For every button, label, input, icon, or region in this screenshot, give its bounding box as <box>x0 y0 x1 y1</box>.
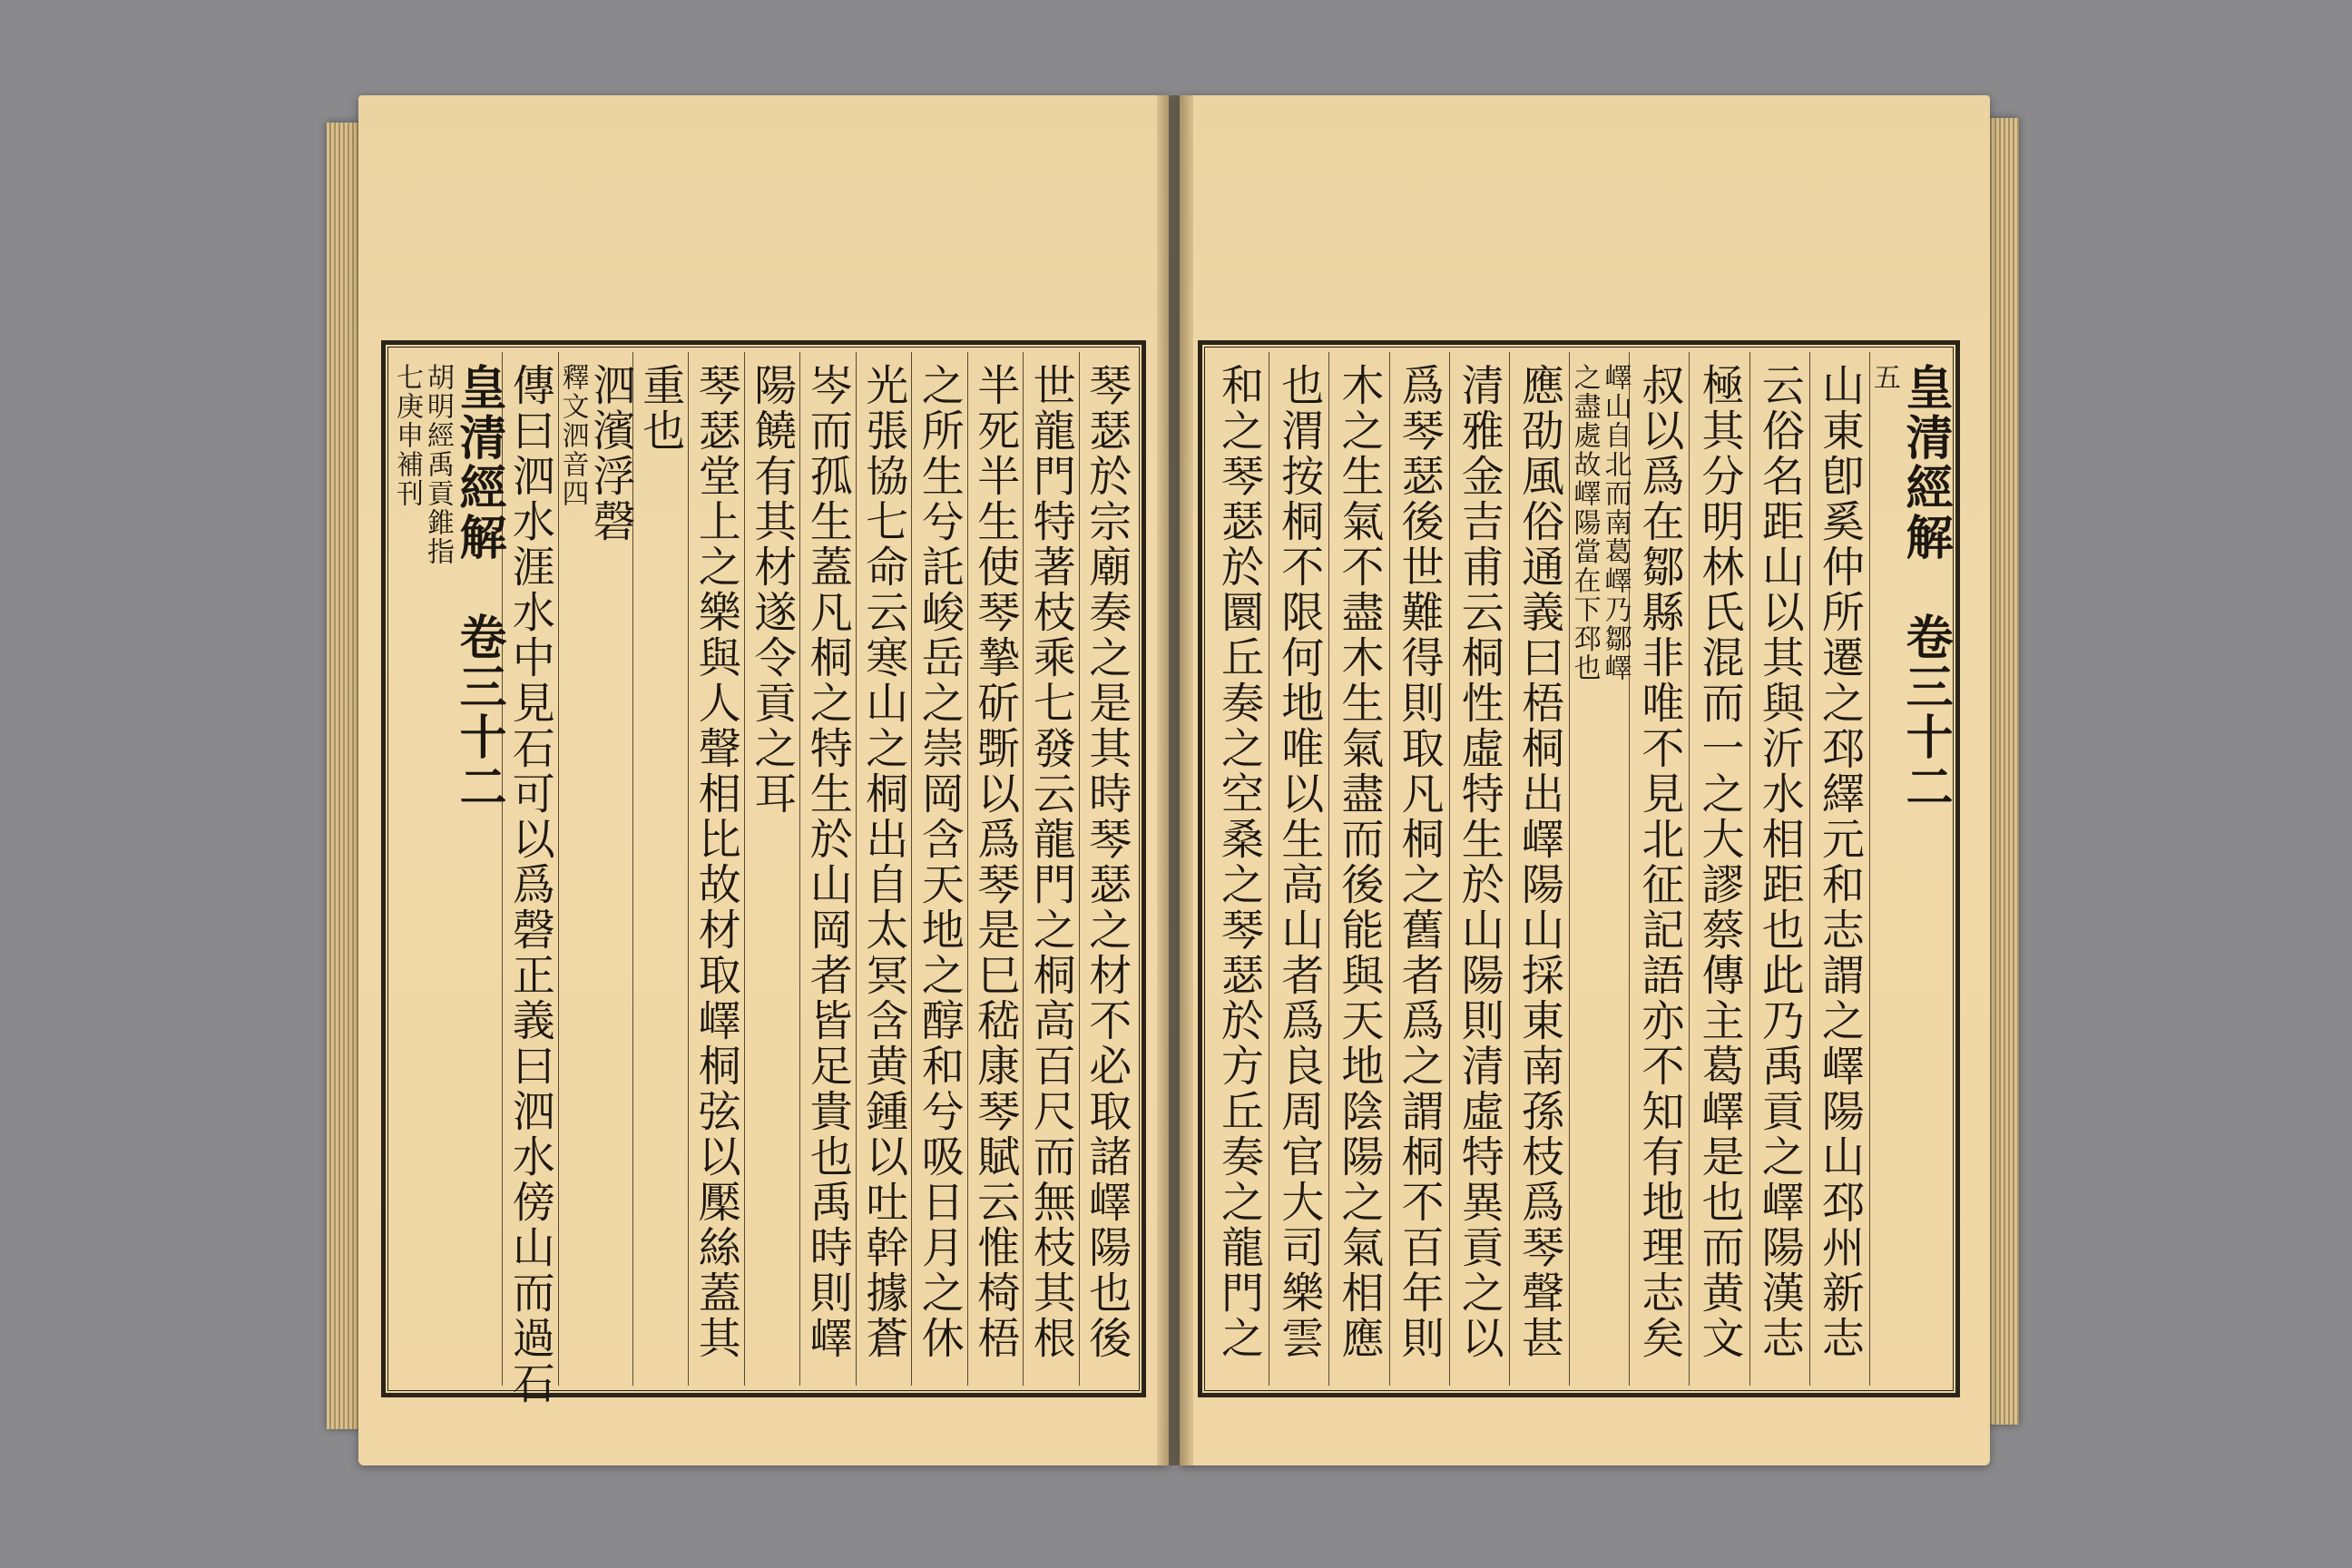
text-column <box>856 352 912 1386</box>
text-column <box>632 352 689 1386</box>
text-column <box>1629 352 1689 1386</box>
text-column <box>1023 352 1079 1386</box>
column-text: 岑而孤生蓋凡桐之特生於山岡者皆足貴也禹時則嶧 <box>802 363 853 1361</box>
commentary-note <box>1568 352 1632 1386</box>
text-column <box>1568 352 1632 1386</box>
column-text: 琴瑟於宗廟奏之是其時琴瑟之材不必取諸嶧陽也後 <box>1082 363 1132 1361</box>
right-columns <box>1210 352 1953 1386</box>
text-column <box>1328 352 1388 1386</box>
column-text: 極其分明林氏混而一之大謬蔡傳主葛嶧是也而黄文 <box>1694 363 1745 1361</box>
column-text: 木之生氣不盡木生氣盡而後能與天地陰陽之氣相應 <box>1334 363 1385 1361</box>
fold-title-text: 皇清經解 卷三十二 <box>451 363 506 812</box>
text-column <box>556 352 636 1386</box>
note-line: 嶧山自北而南葛嶧乃鄒嶧 <box>1599 363 1632 682</box>
column-text: 也渭按桐不限何地唯以生高山者爲良周官大司樂雲 <box>1274 363 1325 1361</box>
fold-title-column <box>391 352 506 1386</box>
column-text: 山東卽奚仲所遷之邳繹元和志謂之嶧陽山邳州新志 <box>1814 363 1865 1361</box>
fold-title-column <box>1868 352 1953 1386</box>
right-page <box>1180 95 1990 1465</box>
note-line: 之盡處故嶧陽當在下邳也 <box>1568 363 1601 682</box>
left-page-edge <box>327 122 363 1429</box>
column-text: 爲琴瑟後世難得則取凡桐之舊者爲之謂桐不百年則 <box>1394 363 1445 1361</box>
column-text: 應劭風俗通義曰梧桐出嶧陽山採東南孫枝爲琴聲甚 <box>1514 363 1564 1361</box>
text-column <box>1809 352 1869 1386</box>
column-text: 世龍門特著枝乘七發云龍門之桐高百尺而無枝其根 <box>1025 363 1076 1361</box>
heading-note: 釋文泗音四 <box>556 363 589 508</box>
fold-subtitle: 胡明經禹貢錐指 <box>422 363 454 566</box>
fold-title <box>1868 352 1953 1386</box>
heading-text: 泗濱浮磬 <box>585 363 636 544</box>
text-column <box>1079 352 1135 1386</box>
column-text: 陽饒有其材遂令貢之耳 <box>747 363 798 817</box>
left-page <box>358 95 1169 1465</box>
text-column <box>911 352 967 1386</box>
text-column <box>502 352 558 1406</box>
fold-title-text: 皇清經解 卷三十二 <box>1897 363 1953 812</box>
text-column <box>1689 352 1749 1386</box>
book-gutter <box>1157 95 1193 1465</box>
text-column <box>1509 352 1569 1386</box>
left-text-frame <box>381 340 1146 1406</box>
column-text: 半死半生使琴摯斫斲以爲琴是巳嵇康琴賦云惟椅梧 <box>970 363 1021 1361</box>
fold-footer: 七庚申補刊 <box>391 363 423 508</box>
column-text: 琴瑟堂上之樂與人聲相比故材取嶧桐弦以檿絲蓋其 <box>691 363 741 1361</box>
column-text: 和之琴瑟於圜丘奏之空桑之琴瑟於方丘奏之龍門之 <box>1214 363 1265 1361</box>
fold-footer: 五 <box>1868 363 1900 392</box>
text-column <box>744 352 800 1386</box>
open-book <box>313 86 2028 1488</box>
text-column <box>799 352 856 1386</box>
text-column <box>1269 352 1328 1386</box>
text-column <box>688 352 744 1386</box>
right-text-frame <box>1198 340 1960 1397</box>
column-text: 光張協七命云寒山之桐出自太冥含黄鍾以吐幹據蒼 <box>858 363 909 1361</box>
text-column <box>967 352 1024 1386</box>
column-text: 傳曰泗水涯水中見石可以爲磬正義曰泗水傍山而過石 <box>505 363 555 1406</box>
column-text: 云俗名距山以其與沂水相距也此乃禹貢之嶧陽漢志 <box>1754 363 1805 1361</box>
text-column <box>1749 352 1809 1386</box>
fold-title <box>391 352 506 1386</box>
column-text: 之所生兮託峻岳之崇岡含天地之醇和兮吸日月之休 <box>914 363 965 1361</box>
column-text: 叔以爲在鄒縣非唯不見北征記語亦不知有地理志矣 <box>1634 363 1685 1361</box>
text-column <box>1210 352 1269 1386</box>
text-column <box>1449 352 1509 1386</box>
column-text: 清雅金吉甫云桐性虛特生於山陽則清虛特異貢之以 <box>1454 363 1504 1361</box>
left-columns <box>391 352 1134 1406</box>
column-text: 重也 <box>635 363 686 454</box>
section-heading <box>556 352 636 1386</box>
text-column <box>1389 352 1449 1386</box>
